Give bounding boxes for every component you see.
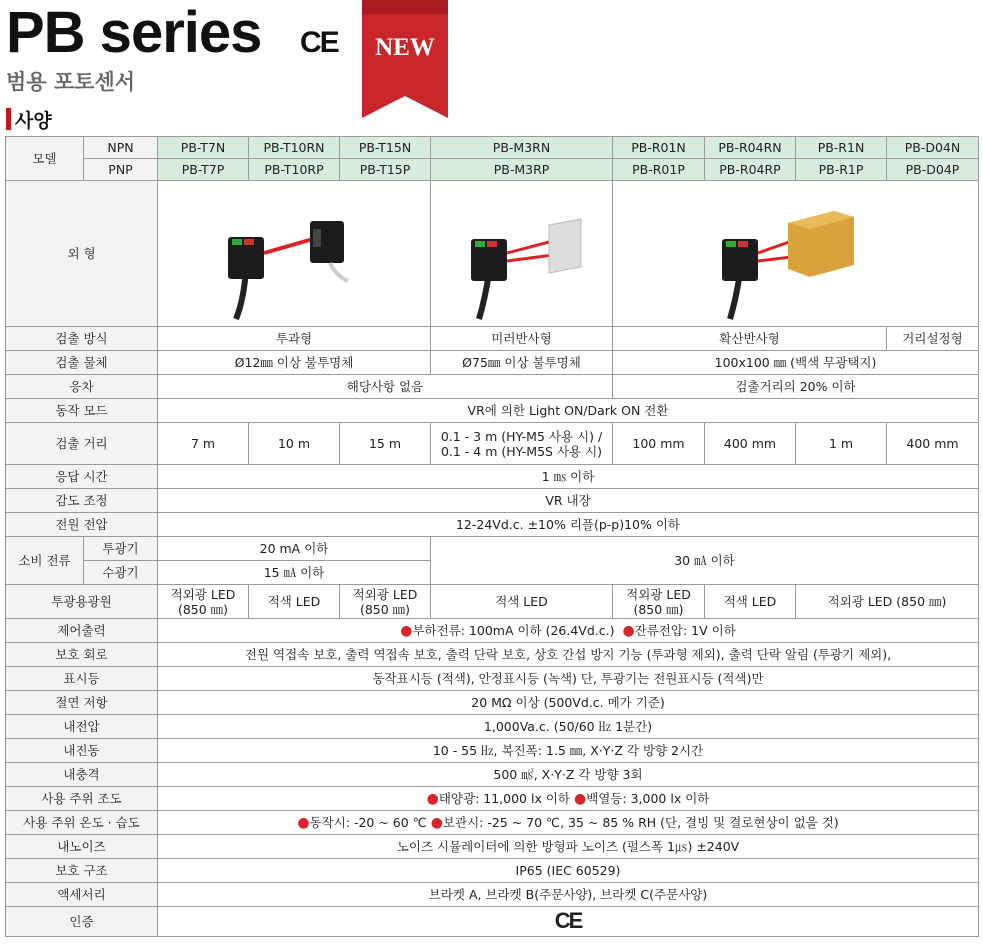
spec-cell: 30 ㎃ 이하 — [431, 537, 979, 585]
spec-table — [5, 136, 979, 937]
row-label: 모델 — [6, 137, 84, 181]
spec-cell: 적외광 LED (850 ㎚) — [796, 585, 979, 619]
spec-cell: 노이즈 시뮬레이터에 의한 방형파 노이즈 (펄스폭 1㎲) ±240V — [158, 835, 979, 859]
table-row — [6, 537, 979, 561]
spec-cell: ●동작시: -20 ~ 60 ℃ ●보관시: -25 ~ 70 ℃, 35 ~ 85 % RH (단, 결빙 및 결로현상이 없을 것) — [158, 811, 979, 835]
table-row — [6, 667, 979, 691]
row-label: 내충격 — [6, 763, 158, 787]
row-label: 감도 조정 — [6, 489, 158, 513]
spec-cell: 1 ㎳ 이하 — [158, 465, 979, 489]
model-cell: PB-M3RP — [431, 159, 613, 181]
row-label: 보호 회로 — [6, 643, 158, 667]
bullet-icon: ● — [426, 790, 439, 807]
row-label: 투광용광원 — [6, 585, 158, 619]
model-cell: PB-M3RN — [431, 137, 613, 159]
through-beam-sensor-image — [158, 181, 431, 327]
table-row — [6, 351, 979, 375]
spec-cell: 10 m — [249, 423, 340, 465]
section-title: 사양 — [15, 110, 52, 132]
model-cell: PB-R01P — [613, 159, 705, 181]
spec-cell: Ø75㎜ 이상 불투명체 — [431, 351, 613, 375]
spec-cell: 거리설정형 — [887, 327, 979, 351]
table-row — [6, 465, 979, 489]
row-label: 제어출력 — [6, 619, 158, 643]
model-cell: PB-T7N — [158, 137, 249, 159]
spec-cell: IP65 (IEC 60529) — [158, 859, 979, 883]
model-cell: PB-T10RN — [249, 137, 340, 159]
sub-label: 투광기 — [84, 537, 158, 561]
bullet-icon: ● — [430, 814, 443, 831]
sub-label: 수광기 — [84, 561, 158, 585]
table-row — [6, 691, 979, 715]
table-row — [6, 489, 979, 513]
pnp-label: PNP — [84, 159, 158, 181]
spec-cell: 적외광 LED (850 ㎚) — [613, 585, 705, 619]
row-label: 외 형 — [6, 181, 158, 327]
spec-cell: 10 - 55 ㎐, 복진폭: 1.5 ㎜, X·Y·Z 각 방향 2시간 — [158, 739, 979, 763]
bullet-icon: ● — [400, 622, 413, 639]
spec-cell: VR 내장 — [158, 489, 979, 513]
spec-cell: 미러반사형 — [431, 327, 613, 351]
spec-cell: 투과형 — [158, 327, 431, 351]
spec-cell: 동작표시등 (적색), 안정표시등 (녹색) 단, 투광기는 전원표시등 (적색)만 — [158, 667, 979, 691]
spec-cell: 적외광 LED (850 ㎚) — [158, 585, 249, 619]
row-label: 사용 주위 조도 — [6, 787, 158, 811]
model-cell: PB-D04P — [887, 159, 979, 181]
table-row — [6, 137, 979, 159]
spec-cell: 확산반사형 — [613, 327, 887, 351]
model-cell: PB-R04RN — [705, 137, 796, 159]
model-cell: PB-T15P — [340, 159, 431, 181]
model-cell: PB-R1N — [796, 137, 887, 159]
badge-label: NEW — [375, 34, 435, 61]
table-row — [6, 423, 979, 465]
spec-cell: 7 m — [158, 423, 249, 465]
new-badge — [362, 0, 448, 118]
spec-cell: 20 MΩ 이상 (500Vd.c. 메가 기준) — [158, 691, 979, 715]
page-subtitle: 범용 포토센서 — [6, 69, 136, 94]
model-cell: PB-R04RP — [705, 159, 796, 181]
row-label: 인증 — [6, 907, 158, 937]
ce-mark: CE — [300, 26, 338, 59]
table-row — [6, 787, 979, 811]
model-cell: PB-R01N — [613, 137, 705, 159]
table-row — [6, 399, 979, 423]
ce-cert-icon: CE — [554, 907, 582, 933]
row-label: 보호 구조 — [6, 859, 158, 883]
spec-cell: ●부하전류: 100mA 이하 (26.4Vd.c.) ●잔류전압: 1V 이하 — [158, 619, 979, 643]
row-label: 내진동 — [6, 739, 158, 763]
spec-cell: 15 ㎃ 이하 — [158, 561, 431, 585]
bullet-icon: ● — [297, 814, 310, 831]
spec-cell — [158, 907, 979, 937]
table-row — [6, 159, 979, 181]
spec-cell: 1,000Va.c. (50/60 ㎐ 1분간) — [158, 715, 979, 739]
table-row — [6, 739, 979, 763]
table-row — [6, 907, 979, 937]
row-label: 검출 물체 — [6, 351, 158, 375]
spec-cell: 400 mm — [887, 423, 979, 465]
spec-cell: 12-24Vd.c. ±10% 리플(p-p)10% 이하 — [158, 513, 979, 537]
spec-cell: 전원 역접속 보호, 출력 역접속 보호, 출력 단락 보호, 상호 간섭 방지 기능 (투과형 제외), 출력 단락 알림 (투광기 제외), — [158, 643, 979, 667]
table-row — [6, 643, 979, 667]
table-row — [6, 181, 979, 327]
row-label: 응차 — [6, 375, 158, 399]
spec-cell: 적색 LED — [431, 585, 613, 619]
bullet-icon: ● — [622, 622, 635, 639]
spec-cell: 100 mm — [613, 423, 705, 465]
spec-cell: 15 m — [340, 423, 431, 465]
row-label: 응답 시간 — [6, 465, 158, 489]
spec-cell: 해당사항 없음 — [158, 375, 613, 399]
model-cell: PB-T15N — [340, 137, 431, 159]
spec-cell: 100x100 ㎜ (백색 무광택지) — [613, 351, 979, 375]
spec-cell: 500 ㎨, X·Y·Z 각 방향 3회 — [158, 763, 979, 787]
spec-cell: ●태양광: 11,000 lx 이하 ●백열등: 3,000 lx 이하 — [158, 787, 979, 811]
row-label: 검출 방식 — [6, 327, 158, 351]
mirror-reflective-sensor-image — [431, 181, 613, 327]
row-label: 액세서리 — [6, 883, 158, 907]
table-row — [6, 811, 979, 835]
section-marker — [6, 108, 11, 130]
spec-cell: 적색 LED — [705, 585, 796, 619]
table-row — [6, 715, 979, 739]
table-row — [6, 883, 979, 907]
row-label: 절연 저항 — [6, 691, 158, 715]
row-label: 소비 전류 — [6, 537, 84, 585]
table-row — [6, 585, 979, 619]
table-row — [6, 859, 979, 883]
row-label: 사용 주위 온도 · 습도 — [6, 811, 158, 835]
spec-cell: 0.1 - 3 m (HY-M5 사용 시) / 0.1 - 4 m (HY-M5S 사용 시) — [431, 423, 613, 465]
row-label: 검출 거리 — [6, 423, 158, 465]
page-title: PB series — [6, 0, 262, 65]
spec-cell: VR에 의한 Light ON/Dark ON 전환 — [158, 399, 979, 423]
spec-cell: 검출거리의 20% 이하 — [613, 375, 979, 399]
table-row — [6, 327, 979, 351]
row-label: 전원 전압 — [6, 513, 158, 537]
row-label: 동작 모드 — [6, 399, 158, 423]
model-cell: PB-T10RP — [249, 159, 340, 181]
spec-cell: Ø12㎜ 이상 불투명체 — [158, 351, 431, 375]
spec-cell: 1 m — [796, 423, 887, 465]
diffuse-reflective-sensor-image — [613, 181, 979, 327]
npn-label: NPN — [84, 137, 158, 159]
spec-cell: 적색 LED — [249, 585, 340, 619]
table-row — [6, 513, 979, 537]
bullet-icon: ● — [573, 790, 587, 807]
table-row — [6, 619, 979, 643]
table-row — [6, 835, 979, 859]
spec-cell: 20 mA 이하 — [158, 537, 431, 561]
spec-cell: 브라켓 A, 브라켓 B(주문사양), 브라켓 C(주문사양) — [158, 883, 979, 907]
row-label: 표시등 — [6, 667, 158, 691]
row-label: 내전압 — [6, 715, 158, 739]
row-label: 내노이즈 — [6, 835, 158, 859]
table-row — [6, 375, 979, 399]
model-cell: PB-R1P — [796, 159, 887, 181]
table-row — [6, 763, 979, 787]
spec-cell: 400 mm — [705, 423, 796, 465]
model-cell: PB-T7P — [158, 159, 249, 181]
model-cell: PB-D04N — [887, 137, 979, 159]
spec-cell: 적외광 LED (850 ㎚) — [340, 585, 431, 619]
